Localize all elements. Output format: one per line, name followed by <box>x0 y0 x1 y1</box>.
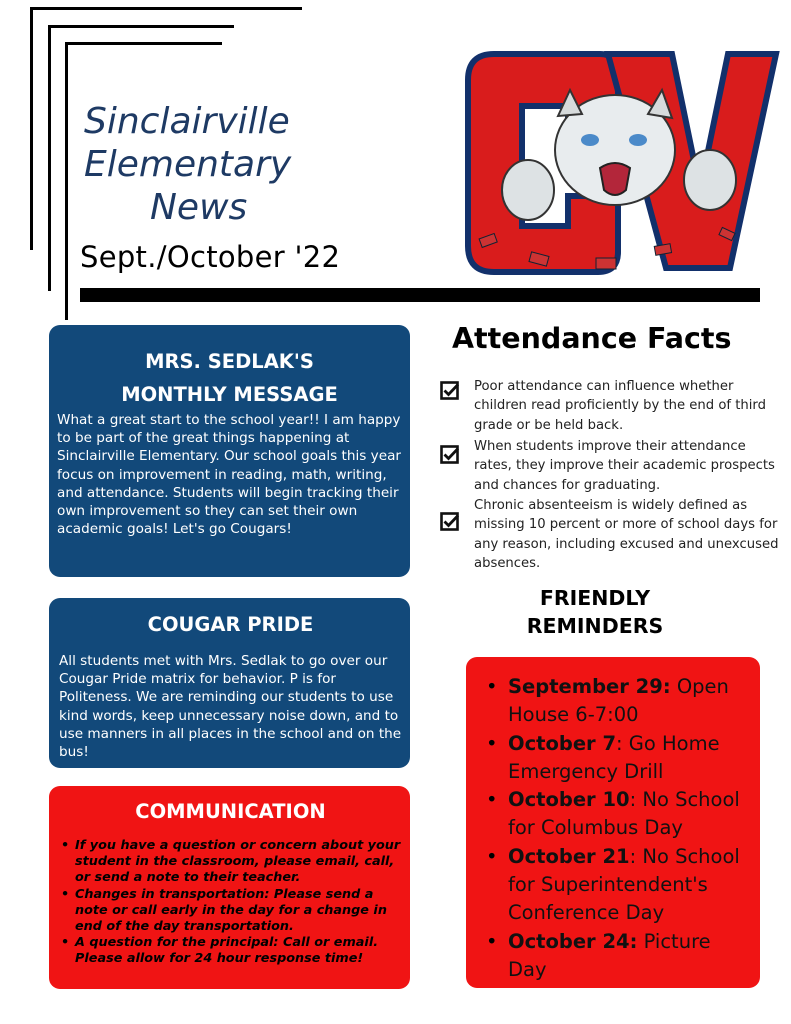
communication-list <box>57 838 404 968</box>
list-item <box>480 928 750 985</box>
list-item: • Changes in transportation: Please send a note or call early in the day for a change in end of the day transportation. <box>57 887 404 936</box>
list-item <box>480 673 750 730</box>
reminders-heading-line-2: REMINDERS <box>526 614 664 638</box>
list-item: • A question for the principal: Call or email. Please allow for 24 hour response time! <box>57 935 404 967</box>
issue-date: Sept./October '22 <box>80 240 341 274</box>
attendance-fact <box>440 496 785 573</box>
reminder-text: : No School for Columbus Day <box>508 788 740 840</box>
reminder-text: Open House 6-7:00 <box>508 675 729 727</box>
checkbox-checked-icon <box>440 445 460 465</box>
cougar-pride-body: All students met with Mrs. Sedlak to go over our Cougar Pride matrix for behavior. P is for Politeness. We are reminding our students to use kind words, keep unnecessary noise down, and to use manners in all places in the school and on the bus! <box>59 653 402 761</box>
reminder-text: : Go Home Emergency Drill <box>508 731 720 783</box>
communication-box <box>49 786 410 989</box>
title-line-1: Sinclairville <box>84 101 290 142</box>
reminder-text: Picture Day <box>508 929 711 981</box>
cougar-pride-box <box>49 598 410 768</box>
list-item <box>480 843 750 928</box>
reminders-heading <box>505 584 685 640</box>
reminder-date: October 21 <box>508 844 630 868</box>
reminders-box <box>466 657 760 988</box>
reminder-date: September 29: <box>508 675 671 698</box>
checkbox-checked-icon <box>440 381 460 401</box>
attendance-fact-text: Chronic absenteeism is widely defined as missing 10 percent or more of school days for any reason, including excused and unexcused absences. <box>474 498 779 571</box>
title-line-2: Elementary <box>84 144 292 185</box>
reminder-date: October 24: <box>508 929 638 953</box>
header-divider <box>80 288 760 302</box>
cougar-mascot-icon <box>450 25 782 285</box>
principal-message-heading <box>57 345 402 411</box>
heading-line-2: MONTHLY MESSAGE <box>121 383 338 406</box>
list-item <box>480 786 750 843</box>
reminder-text: : No School for Superintendent's Conference Day <box>508 844 740 925</box>
list-item <box>480 730 750 787</box>
communication-heading: COMMUNICATION <box>135 800 326 823</box>
attendance-fact <box>440 437 785 495</box>
heading-line-1: MRS. SEDLAK'S <box>145 350 314 373</box>
reminders-heading-line-1: FRIENDLY <box>539 586 651 610</box>
title-line-3: News <box>150 187 248 228</box>
reminder-date: October 7 <box>508 731 617 755</box>
cougar-pride-heading: COUGAR PRIDE <box>147 613 314 636</box>
attendance-fact-text: Poor attendance can influence whether children read proficiently by the end of third grade or be held back. <box>474 379 766 433</box>
attendance-fact-text: When students improve their attendance rates, they improve their academic prospects and chances for graduating. <box>474 439 775 493</box>
attendance-fact <box>440 377 785 435</box>
reminders-list <box>480 673 750 984</box>
attendance-heading: Attendance Facts <box>452 322 732 355</box>
newsletter-title <box>84 100 354 229</box>
logo-letters: CV <box>450 25 473 44</box>
principal-message-box <box>49 325 410 577</box>
reminder-date: October 10 <box>508 788 630 812</box>
checkbox-checked-icon <box>440 512 460 532</box>
list-item: • If you have a question or concern about your student in the classroom, please email, call, or send a note to their teacher. <box>57 838 404 887</box>
principal-message-body: What a great start to the school year!! I am happy to be part of the great things happening at Sinclairville Elementary. Our school goals this year focus on improvement in reading, math, writing, and attendance. Students will begin tracking their own improvement so they can set their own academic goals! Let's go Cougars! <box>57 412 402 538</box>
